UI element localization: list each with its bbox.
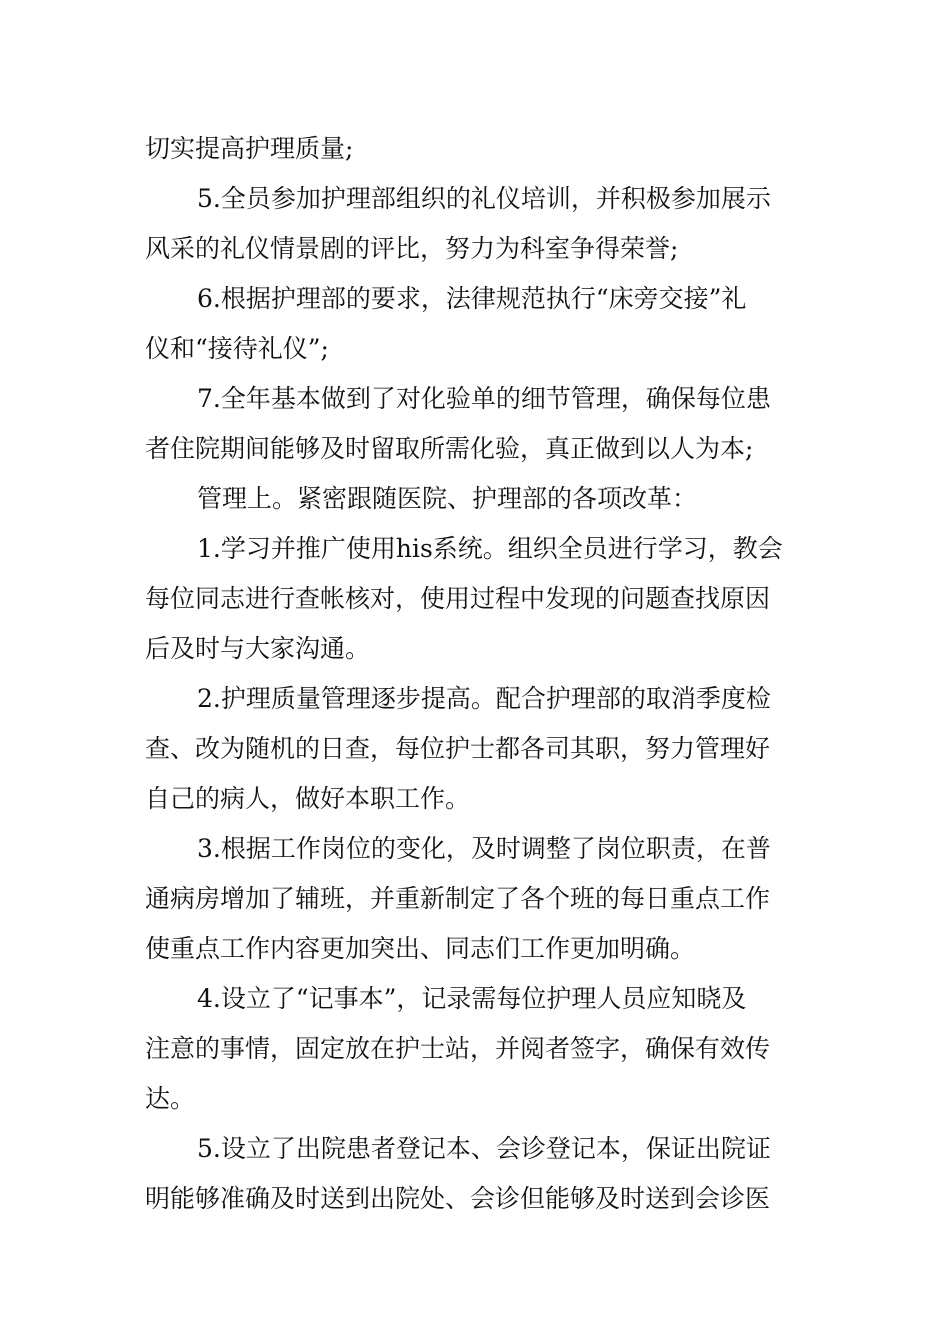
text-line: 每位同志进行查帐核对，使用过程中发现的问题查找原因: [145, 584, 771, 613]
text-line: 3.根据工作岗位的变化，及时调整了岗位职责，在普: [197, 834, 771, 863]
text-line: 注意的事情，固定放在护士站，并阅者签字，确保有效传: [145, 1034, 771, 1063]
text-line: 仪和“接待礼仪”;: [145, 334, 329, 363]
text-line: 切实提高护理质量;: [145, 134, 354, 163]
text-line: 5.设立了出院患者登记本、会诊登记本，保证出院证: [197, 1134, 771, 1163]
text-line: 通病房增加了辅班，并重新制定了各个班的每日重点工作: [145, 884, 771, 913]
text-line: 4.设立了“记事本”，记录需每位护理人员应知晓及: [197, 984, 747, 1013]
text-line: 1.学习并推广使用his系统。组织全员进行学习，教会: [197, 534, 783, 563]
text-line: 者住院期间能够及时留取所需化验，真正做到以人为本;: [145, 434, 754, 463]
text-line: 明能够准确及时送到出院处、会诊但能够及时送到会诊医: [145, 1184, 771, 1213]
text-line: 达。: [145, 1084, 196, 1113]
text-line: 风采的礼仪情景剧的评比，努力为科室争得荣誉;: [145, 234, 679, 263]
text-line: 查、改为随机的日查，每位护士都各司其职，努力管理好: [145, 734, 771, 763]
text-line: 5.全员参加护理部组织的礼仪培训，并积极参加展示: [197, 184, 771, 213]
text-line: 6.根据护理部的要求，法律规范执行“床旁交接”礼: [197, 284, 747, 313]
text-line: 后及时与大家沟通。: [145, 634, 371, 663]
text-line: 自己的病人，做好本职工作。: [145, 784, 471, 813]
text-line: 使重点工作内容更加突出、同志们工作更加明确。: [145, 934, 696, 963]
text-line: 2.护理质量管理逐步提高。配合护理部的取消季度检: [197, 684, 771, 713]
text-line: 7.全年基本做到了对化验单的细节管理，确保每位患: [197, 384, 771, 413]
text-line: 管理上。紧密跟随医院、护理部的各项改革：: [197, 484, 698, 513]
document-body: [145, 124, 810, 1224]
